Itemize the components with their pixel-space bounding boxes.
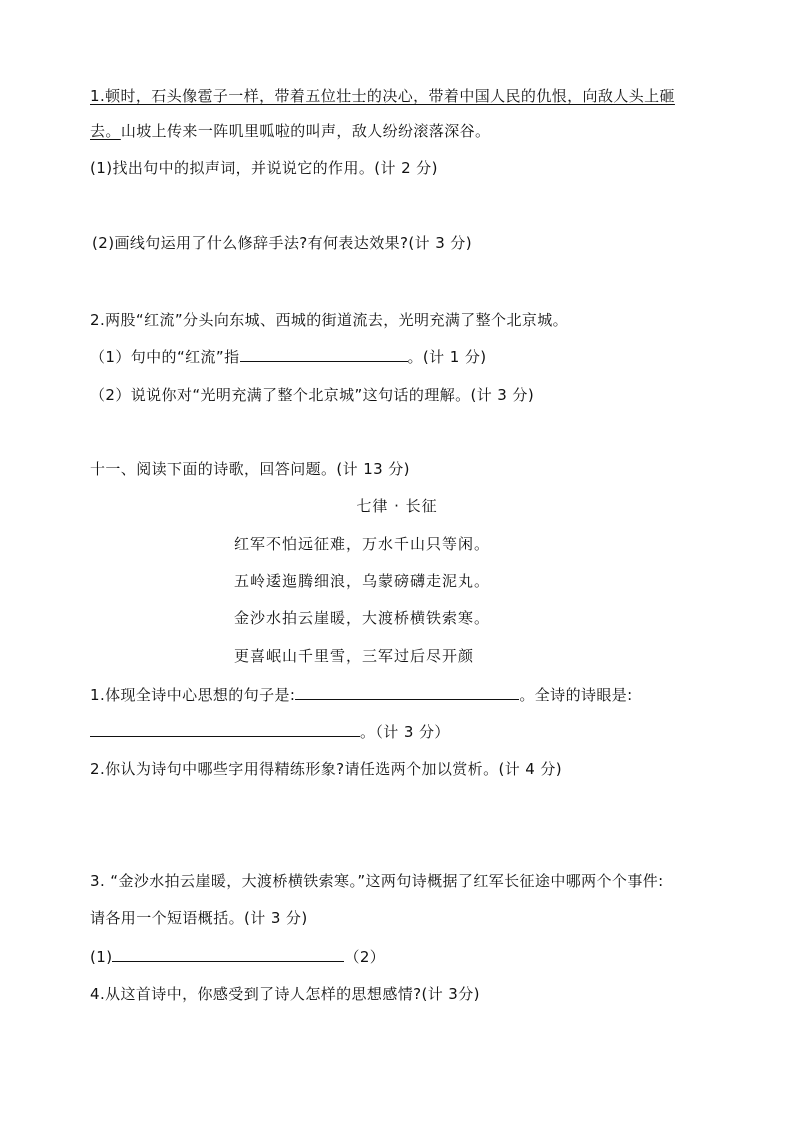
s11-q4: 4.从这首诗中，你感受到了诗人怎样的思想感情?(计 3分) (90, 985, 480, 1003)
q1-underlined-text-1: 1.顿时，石头像雹子一样，带着五位壮士的决心，带着中国人民的仇恨，向敌人头上砸 (90, 87, 675, 105)
q1-sentence-line2 (90, 121, 490, 141)
poem-line-1: 红军不怕远征难，万水千山只等闲。 (234, 535, 491, 553)
section11-heading: 十一、阅读下面的诗歌，回答问题。(计 13 分) (90, 460, 410, 478)
s11-q1-line1 (90, 684, 633, 705)
s11-q1-suffix: 。（计 3 分） (360, 723, 450, 741)
s11-q2: 2.你认为诗句中哪些字用得精练形象?请任选两个加以赏析。(计 4 分) (90, 760, 563, 778)
poem-line-3: 金沙水拍云崖暖，大渡桥横铁索寒。 (234, 609, 491, 627)
q1-underlined-text-2: 去。 (90, 122, 121, 140)
s11-q3-line1: 3. “金沙水拍云崖暖，大渡桥横铁索寒。”这两句诗概据了红军长征途中哪两个个事件: (90, 872, 664, 890)
poem-line-2: 五岭逶迤腾细浪，乌蒙磅礴走泥丸。 (234, 572, 491, 590)
s11-q3-blank2-label: （2） (344, 948, 386, 966)
s11-q3-line2: 请各用一个短语概括。(计 3 分) (90, 909, 308, 927)
s11-q1-prefix: 1.体现全诗中心思想的句子是: (90, 686, 296, 704)
poem-title: 七律 · 长征 (356, 497, 438, 515)
q2-sentence: 2.两股“红流”分头向东城、西城的街道流去，光明充满了整个北京城。 (90, 311, 569, 329)
s11-q1-mid: 。全诗的诗眼是: (519, 686, 633, 704)
poem-line-4: 更喜岷山千里雪，三军过后尽开颜 (234, 647, 475, 665)
s11-q1-line2 (90, 721, 450, 742)
s11-q3-line3 (90, 946, 385, 967)
q2-answer-blank[interactable] (240, 346, 408, 362)
s11-q1-blank-center-sentence[interactable] (295, 684, 519, 700)
q2-sub2: （2）说说你对“光明充满了整个北京城”这句话的理解。(计 3 分) (90, 386, 535, 404)
q1-sub2: (2)画线句运用了什么修辞手法?有何表达效果?(计 3 分) (92, 234, 472, 252)
q2-sub1 (90, 346, 486, 367)
q1-sentence-line1 (90, 86, 675, 106)
s11-q1-blank-poem-eye[interactable] (90, 721, 360, 737)
s11-q3-blank-1[interactable] (112, 946, 344, 962)
q1-sub1: (1)找出句中的拟声词，并说说它的作用。(计 2 分) (90, 159, 438, 177)
q2-sub1-suffix: 。(计 1 分) (407, 348, 487, 366)
s11-q3-blank1-label: (1) (90, 948, 113, 966)
q2-sub1-prefix: （1）句中的“红流”指 (90, 348, 240, 366)
q1-sentence-rest: 山坡上传来一阵叽里呱啦的叫声，敌人纷纷滚落深谷。 (120, 122, 491, 140)
